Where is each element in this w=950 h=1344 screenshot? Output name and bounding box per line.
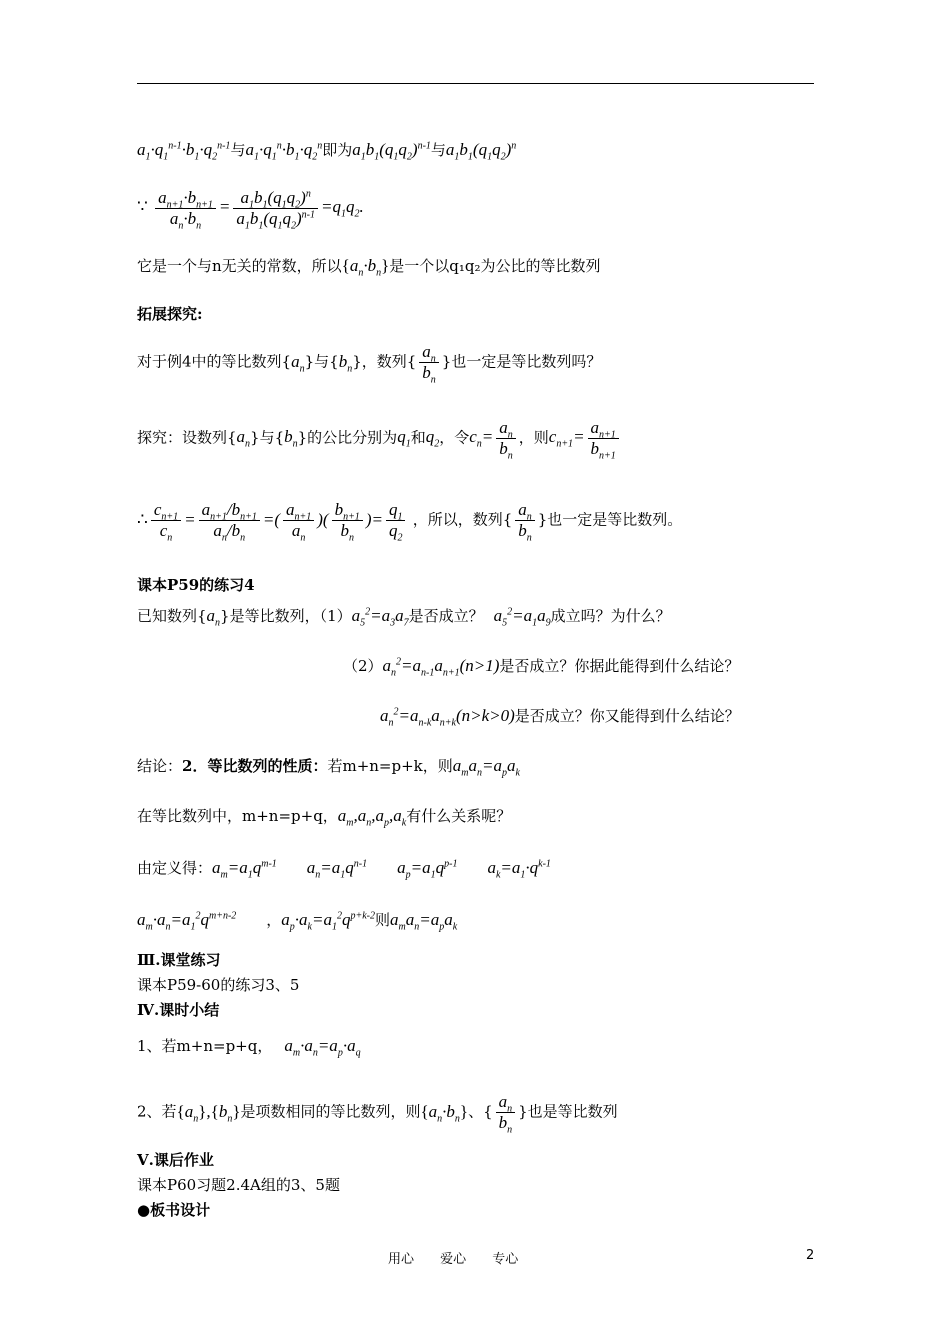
q1: $q_1$ [397, 427, 411, 450]
conclusion-title: 2．等比数列的性质： [182, 757, 328, 775]
conclusion-cond: 若m+n=p+k，则 [327, 757, 453, 775]
q1-a: 已知数列{ [137, 607, 207, 625]
conclusion-formula: $a_ma_n=a_pa_k$ [452, 756, 520, 779]
page-number: 2 [806, 1248, 815, 1263]
cn1-def: $c_{n+1}=$ $\frac{a_{n+1}}{b_{n+1}}$ [549, 427, 622, 446]
terms-list: $a_m,a_n,a_p,a_k$ [337, 806, 407, 829]
text-with-2: 与 [430, 141, 446, 159]
compound-ratio: ∴ $\frac{c_{n+1}}{c_n}$ = $\frac{a_{n+1}/b_{n+1}}{a_n/b_n}$ =( $\frac{a_{n+1}}{a_n}$ )( $\frac{b_{n+1}}{b_n}$ )= $\frac{q_1}{q_2}$ [137, 510, 413, 529]
conclusion-q-tail: 有什么关系呢？ [406, 807, 512, 825]
formula-term-2: $a_1\cdot q_1^n\cdot b_1\cdot q_2^n$ [245, 140, 323, 163]
explore-line [137, 418, 622, 462]
text-with: 与 [230, 141, 246, 159]
summary-item-1 [137, 1036, 361, 1059]
cn-def: $c_n=$ $\frac{a_n}{b_n}$ [469, 427, 519, 446]
exercise4-q2 [343, 656, 740, 679]
footer-text: 用心 爱心 专心 [388, 1252, 519, 1267]
conclude-line [137, 500, 683, 544]
definition-line [137, 858, 551, 881]
ratio-formula: ∵ $\frac{a_{n+1}\cdot b_{n+1}}{a_n\cdot b_n}$ = $\frac{a_1b_1(q_1q_2)^n}{a_1b_1(q_1q_2)^{n-1}}$ $=q_1q_2$. [137, 188, 364, 232]
def-am: $a_m=a_1q^{m-1}$ [212, 858, 277, 881]
conclusion-question [137, 806, 512, 829]
proof-line-3 [137, 256, 601, 279]
explore-b: }与{ [250, 428, 285, 447]
formula-term-4: $a_1b_1(q_1q_2)^n$ [445, 140, 517, 163]
summary-item1-text: 1、若m+n=p+q， [137, 1037, 273, 1055]
q2-eq: $a_n^2=a_{n-1}a_{n+1}(n>1)$ [382, 656, 500, 679]
explore-d: ，令 [439, 428, 470, 447]
conclude-a: ，所以，数列{ [412, 510, 513, 529]
summary-seqs: $\{a_n\},\{b_n\}$ [176, 1101, 241, 1124]
q1-b: }是等比数列，（1） [220, 607, 352, 625]
seq-anbn: $\{a_n\cdot b_n\}$ [341, 256, 390, 279]
const-tail: 是一个以q₁q₂为公比的等比数列 [389, 257, 601, 275]
explore-bn: $b_n$ [284, 427, 298, 450]
exercise4-q1 [137, 606, 671, 629]
formula-term-3: $a_1b_1(q_1q_2)^{n-1}$ [352, 140, 431, 163]
exercise4-q3 [380, 706, 740, 729]
def-ap: $a_p=a_1q^{p-1}$ [397, 858, 458, 881]
proof-line-2 [137, 188, 364, 232]
conclude-b: }也一定是等比数列。 [537, 510, 683, 529]
formula-term-1: $a_1\cdot q_1^{n-1}\cdot b_1\cdot q_2^{n-1}$ [137, 140, 231, 163]
q1-an: $a_n$ [206, 606, 221, 629]
summary-frac: $\frac{a_n}{b_n}$ [496, 1092, 516, 1133]
q1-d: 成立吗？为什么？ [550, 607, 671, 625]
q2: $q_2$ [425, 427, 440, 450]
def-an: $a_n=a_1q^{n-1}$ [306, 858, 368, 881]
summary-item2-b: 是项数相同的等比数列，则 [240, 1102, 421, 1121]
question-d: }也一定是等比数列吗？ [441, 352, 602, 371]
then-text: 则 [375, 911, 391, 929]
explore-e: ，则 [518, 428, 549, 447]
summary-item1-formula: $a_m\cdot a_n=a_p\cdot a_q$ [284, 1036, 361, 1059]
homework-heading: Ⅴ.课后作业 [137, 1151, 214, 1169]
q2-label: （2） [343, 657, 383, 675]
conclusion-q-prefix: 在等比数列中，m+n=p+q， [137, 807, 338, 825]
extension-question [137, 342, 602, 386]
product-line: $a_m\cdot a_n=a_1^2q^{m+n-2}$ ，$a_p\cdot a_k=a_1^2q^{p+k-2}$则$a_ma_n=a_pa_k$ [137, 910, 458, 933]
def-prefix: 由定义得： [137, 859, 213, 877]
header-rule [137, 83, 814, 84]
proof-line-1 [137, 140, 517, 163]
q2-tail: 是否成立？你据此能得到什么结论？ [499, 657, 740, 675]
q1-c: 是否成立？ [408, 607, 484, 625]
text-is: 即为 [322, 141, 353, 159]
conclude-frac: $\frac{a_n}{b_n}$ [515, 500, 535, 541]
question-a: 对于例4中的等比数列{ [137, 352, 292, 371]
conclusion-line [137, 756, 520, 779]
prod-pk: $a_p\cdot a_k=a_1^2q^{p+k-2}$ [281, 910, 376, 933]
classwork-text: 课本P59-60的练习3、5 [137, 976, 300, 994]
const-text: 它是一个与n无关的常数，所以 [137, 257, 342, 275]
classwork-heading: Ⅲ.课堂练习 [137, 951, 221, 969]
conclusion-prefix: 结论： [137, 757, 183, 775]
question-b: }与{ [304, 352, 339, 371]
seq-an: $a_n$ [291, 351, 305, 374]
exercise4-heading: 课本P59的练习4 [137, 576, 255, 594]
def-ak: $a_k=a_1\cdot q^{k-1}$ [487, 858, 551, 881]
summary-item-2 [137, 1092, 618, 1136]
q1-eq1: $a_5^2=a_3a_7$ [351, 606, 409, 629]
q3-tail: 是否成立？你又能得到什么结论？ [514, 707, 740, 725]
explore-an: $a_n$ [236, 427, 251, 450]
question-c: }，数列{ [352, 352, 417, 371]
prod-mn: $a_m\cdot a_n=a_1^2q^{m+n-2}$ [137, 910, 237, 933]
q1-eq2: $a_5^2=a_1a_9$ [493, 606, 551, 629]
frac-an-bn: $\frac{a_n}{b_n}$ [419, 342, 439, 383]
summary-prod: $\{a_n\cdot b_n\}$ [420, 1101, 469, 1124]
summary-item2-c: 、{ [468, 1102, 493, 1121]
q3-eq: $a_n^2=a_{n-k}a_{n+k}(n>k>0)$ [380, 706, 515, 729]
prod-result: $a_ma_n=a_pa_k$ [390, 910, 458, 933]
seq-bn: $b_n$ [338, 351, 353, 374]
explore-c: }的公比分别为 [297, 428, 398, 447]
extension-heading: 拓展探究: [137, 305, 203, 323]
homework-text: 课本P60习题2.4A组的3、5题 [137, 1176, 340, 1194]
summary-item2-d: }也是等比数列 [518, 1102, 618, 1121]
summary-item2-a: 2、若 [137, 1102, 177, 1121]
board-heading: ●板书设计 [137, 1201, 211, 1219]
summary-heading: Ⅳ.课时小结 [137, 1001, 220, 1019]
explore-and: 和 [410, 428, 426, 447]
explore-a: 探究：设数列{ [137, 428, 237, 447]
